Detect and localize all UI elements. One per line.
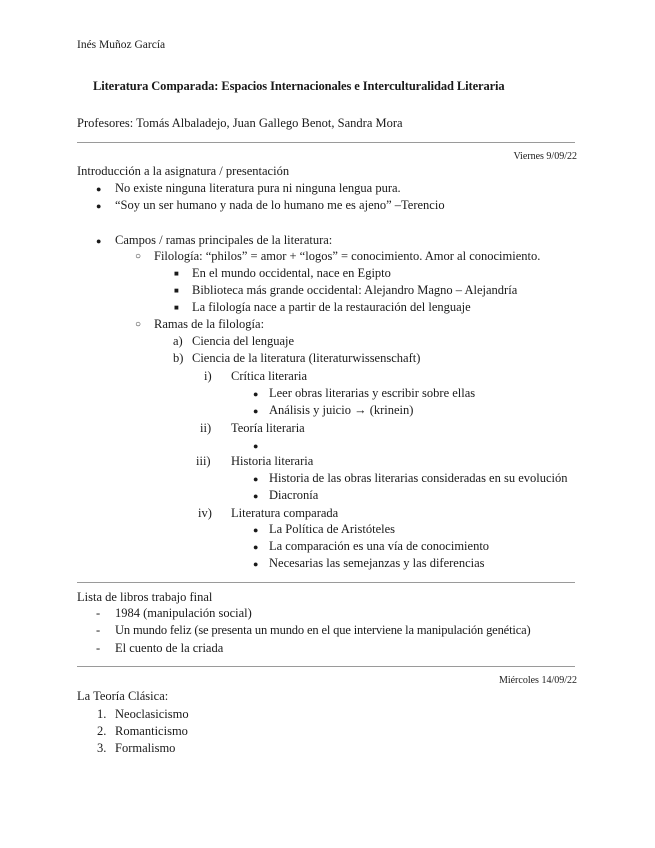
divider (77, 666, 575, 667)
list-marker: iv) (198, 506, 212, 520)
list-item: La comparación es una vía de conocimiento (269, 539, 490, 553)
list-item: Romanticismo (115, 724, 188, 738)
list-item: 1984 (manipulación social) (115, 606, 252, 620)
dash-bullet-icon: - (96, 623, 101, 637)
list-item: Literatura comparada (231, 506, 339, 520)
bullet-icon: ● (96, 236, 102, 246)
bullet-icon: ● (96, 184, 102, 194)
list-item: En el mundo occidental, nace en Egipto (192, 266, 391, 280)
author-name: Inés Muñoz García (77, 39, 166, 51)
list-item: Crítica literaria (231, 369, 308, 383)
section-heading: Lista de libros trabajo final (77, 590, 213, 604)
bullet-icon: ● (253, 491, 259, 501)
list-item: Campos / ramas principales de la literatura: (115, 233, 333, 247)
list-item: Biblioteca más grande occidental: Alejandro Magno – Alejandría (192, 283, 518, 297)
session-date: Viernes 9/09/22 (513, 151, 577, 162)
divider (77, 142, 575, 143)
bullet-icon: ● (96, 201, 102, 211)
list-item: Leer obras literarias y escribir sobre ellas (269, 386, 476, 400)
section-heading: La Teoría Clásica: (77, 689, 169, 703)
bullet-icon: ● (253, 441, 259, 451)
list-item: La filología nace a partir de la restauración del lenguaje (192, 300, 471, 314)
circle-bullet-icon: ○ (135, 319, 142, 330)
list-item: Análisis y juicio → (krinein) (269, 403, 414, 417)
list-item: Ciencia de la literatura (literaturwissenschaft) (192, 351, 421, 365)
divider (77, 582, 575, 583)
circle-bullet-icon: ○ (135, 251, 142, 262)
professors-line: Profesores: Tomás Albaladejo, Juan Gallego Benot, Sandra Mora (77, 116, 403, 130)
document-title: Literatura Comparada: Espacios Internacionales e Interculturalidad Literaria (93, 79, 505, 93)
list-item: El cuento de la criada (115, 641, 224, 655)
list-item: Ramas de la filología: (154, 317, 265, 331)
list-marker: 3. (97, 741, 107, 755)
list-item: Formalismo (115, 741, 176, 755)
list-marker: 1. (97, 707, 107, 721)
square-bullet-icon: ■ (174, 286, 179, 295)
list-item: Necesarias las semejanzas y las diferencias (269, 556, 485, 570)
list-item: Historia literaria (231, 454, 314, 468)
list-item: Filología: “philos” = amor + “logos” = conocimiento. Amor al conocimiento. (154, 249, 541, 263)
bullet-icon: ● (253, 389, 259, 399)
square-bullet-icon: ■ (174, 269, 179, 278)
bullet-icon: ● (253, 474, 259, 484)
list-item: Un mundo feliz (se presenta un mundo en el que interviene la manipulación genética) (115, 623, 531, 637)
bullet-icon: ● (253, 525, 259, 535)
dash-bullet-icon: - (96, 606, 101, 620)
dash-bullet-icon: - (96, 641, 101, 655)
list-item: Teoría literaria (231, 421, 305, 435)
list-marker: b) (173, 351, 184, 365)
list-marker: 2. (97, 724, 107, 738)
bullet-icon: ● (253, 559, 259, 569)
bullet-icon: ● (253, 542, 259, 552)
list-marker: iii) (196, 454, 211, 468)
section-heading: Introducción a la asignatura / presentación (77, 164, 290, 178)
list-item: “Soy un ser humano y nada de lo humano me es ajeno” –Terencio (115, 198, 445, 212)
list-item: Diacronía (269, 488, 319, 502)
bullet-icon: ● (253, 406, 259, 416)
list-marker: a) (173, 334, 183, 348)
list-item: Historia de las obras literarias consideradas en su evolución (269, 471, 568, 485)
session-date: Miércoles 14/09/22 (498, 675, 577, 686)
list-marker: ii) (200, 421, 212, 435)
list-item: Neoclasicismo (115, 707, 189, 721)
list-marker: i) (204, 369, 212, 383)
list-item: Ciencia del lenguaje (192, 334, 295, 348)
square-bullet-icon: ■ (174, 303, 179, 312)
list-item: No existe ninguna literatura pura ni ninguna lengua pura. (115, 181, 401, 195)
list-item: La Política de Aristóteles (269, 522, 396, 536)
